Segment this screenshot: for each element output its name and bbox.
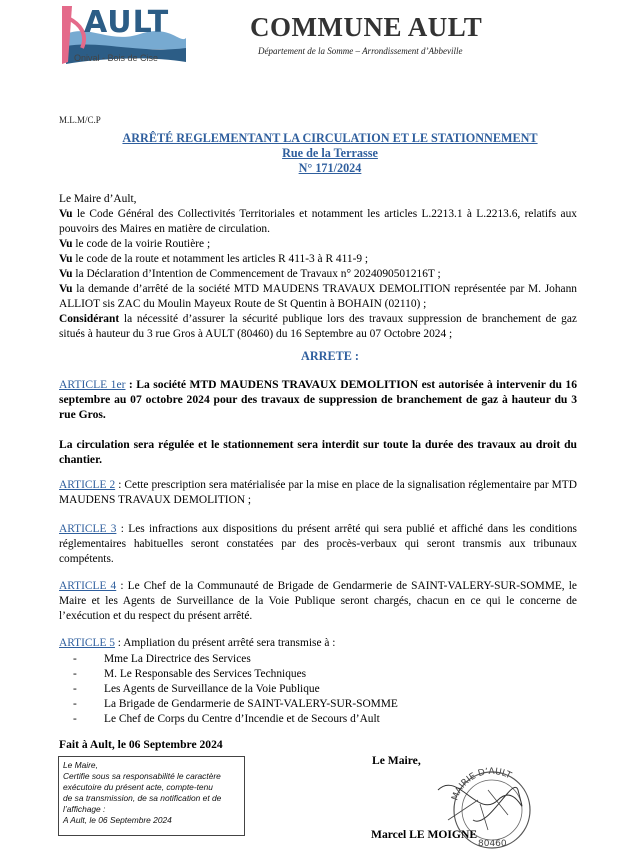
certificate-line: Le Maire, — [63, 760, 98, 770]
list-item: - Les Agents de Surveillance de la Voie Publique — [73, 682, 398, 697]
article-5-text: Ampliation du présent arrêté sera transmise à : — [123, 637, 336, 649]
article-2-text: Cette prescription sera matérialisée par la mise en place de la signalisation réglementaire par MTD MAUDENS TRAVAUX DEMOLITION ; — [59, 479, 577, 506]
article-1-text: La société MTD MAUDENS TRAVAUX DEMOLITION est autorisée à intervenir du 16 septembre au 07 octobre 2024 pour des travaux de suppression de branchement de gaz à hauteur du 3 rue Gros. — [59, 378, 577, 421]
vu-text: la Déclaration d’Intention de Commencement de Travaux n° 2024090501216T ; — [75, 268, 441, 280]
maire-line: Le Maire d’Ault, — [59, 193, 137, 205]
article-1-note: La circulation sera régulée et le stationnement sera interdit sur toute la durée des travaux au droit du chantier. — [59, 438, 577, 466]
signing-place-date: Fait à Ault, le 06 Septembre 2024 — [59, 738, 223, 751]
considerant — [59, 312, 577, 342]
vu-general-code — [59, 207, 577, 237]
certificate-line: Certifie sous sa responsabilité le caractère — [63, 771, 221, 781]
decree-street: Rue de la Terrasse — [282, 146, 378, 160]
vu-dict — [59, 267, 577, 282]
vu-voirie — [59, 237, 577, 252]
recipients-list — [73, 652, 398, 727]
vu-text: la demande d’arrêté de la société MTD MAUDENS TRAVAUX DEMOLITION représentée par M. Johann ALLIOT sis ZAC du Moulin Mayeux Route de St Quentin à BOHAIN (02110) ; — [59, 283, 577, 310]
vu-text: le code de la voirie Routière ; — [75, 238, 211, 250]
stamp-postcode: 80460 — [478, 839, 507, 849]
article-5-label: ARTICLE 5 — [59, 637, 115, 649]
certificate-line: exécutoire du présent acte, compte-tenu — [63, 782, 213, 792]
logo-subtitle: Onival - Bois de Cise — [74, 53, 159, 63]
arrete-heading: ARRETE : — [301, 349, 359, 363]
article-2: ARTICLE 2 : Cette prescription sera matérialisée par la mise en place de la signalisation réglementaire par MTD MAUDENS TRAVAUX DEMOLITION ; — [59, 479, 577, 506]
list-item: - Le Chef de Corps du Centre d’Incendie et de Secours d’Ault — [73, 712, 398, 727]
executory-certificate-box — [58, 756, 245, 836]
signatory-name: Marcel LE MOIGNE — [371, 828, 478, 841]
article-1: ARTICLE 1er : La société MTD MAUDENS TRAVAUX DEMOLITION est autorisée à intervenir du 16 septembre au 07 octobre 2024 pour des travaux de suppression de branchement de gaz à hauteur du 3 rue Gros. — [59, 378, 577, 421]
certificate-line: de sa transmission, de sa notification et de — [63, 793, 222, 803]
article-1-label: ARTICLE 1er — [59, 378, 126, 391]
commune-title: COMMUNE AULT — [250, 12, 483, 42]
vu-keyword: Vu — [59, 208, 73, 220]
certificate-line: A Ault, le 06 Septembre 2024 — [63, 815, 172, 825]
certificate-line: l’affichage : — [63, 804, 106, 814]
article-5: ARTICLE 5 : Ampliation du présent arrêté sera transmise à : — [59, 637, 336, 649]
vu-route — [59, 252, 577, 267]
preamble — [59, 192, 577, 342]
article-2-label: ARTICLE 2 — [59, 479, 116, 491]
considerant-text: la nécessité d’assurer la sécurité publique lors des travaux suppression de branchement de gaz situés à hauteur du 3 rue Gros à AULT (80460) du 16 Septembre au 07 Octobre 2024 ; — [59, 313, 577, 340]
vu-keyword: Vu — [59, 268, 73, 280]
article-3-text: Les infractions aux dispositions du présent arrêté qui sera publié et affiché dans les conditions réglementaires habituelles seront constatées par des procès-verbaux qui seront transmis aux tribunaux compétents. — [59, 523, 577, 565]
article-4-text: Le Chef de la Communauté de Brigade de Gendarmerie de SAINT-VALERY-SUR-SOMME, le Maire et les Agents de Surveillance de la Voie Publique seront chargés, chacun en ce qui le concerne de l’exécution et du respect du présent arrêté. — [59, 580, 577, 622]
logo-wordmark: AULT — [84, 5, 170, 40]
reference-initials: M.L.M/C.P — [59, 115, 101, 125]
article-4-label: ARTICLE 4 — [59, 580, 117, 592]
vu-text: le code de la route et notamment les articles R 411-3 à R 411-9 ; — [75, 253, 369, 265]
considerant-keyword: Considérant — [59, 313, 120, 325]
department-line: Département de la Somme – Arrondissement d’Abbeville — [258, 46, 463, 56]
vu-text: le Code Général des Collectivités Territoriales et notamment les articles L.2213.1 à L.2213.6, relatifs aux pouvoirs des Maires en matière de circulation. — [59, 208, 577, 235]
decree-number: N° 171/2024 — [298, 161, 362, 175]
maire-label: Le Maire, — [372, 754, 421, 767]
article-3: ARTICLE 3 : Les infractions aux dispositions du présent arrêté qui sera publié et affiché dans les conditions réglementaires habituelles seront constatées par des procès-verbaux qui seront transmis aux tribunaux compétents. — [59, 523, 577, 565]
list-item: - Mme La Directrice des Services — [73, 652, 398, 667]
list-item: - M. Le Responsable des Services Techniques — [73, 667, 398, 682]
vu-keyword: Vu — [59, 238, 73, 250]
article-3-label: ARTICLE 3 — [59, 523, 117, 535]
stamp-top-text: MAIRIE D’AULT — [450, 766, 513, 803]
vu-demande — [59, 282, 577, 312]
decree-title: ARRÊTÉ REGLEMENTANT LA CIRCULATION ET LE STATIONNEMENT — [122, 131, 538, 145]
list-item: - La Brigade de Gendarmerie de SAINT-VALERY-SUR-SOMME — [73, 697, 398, 712]
article-4: ARTICLE 4 : Le Chef de la Communauté de Brigade de Gendarmerie de SAINT-VALERY-SUR-SOMME, le Maire et les Agents de Surveillance de la Voie Publique seront chargés, chacun en ce qui le concerne de l’exécution et du respect du présent arrêté. — [59, 580, 577, 622]
vu-keyword: Vu — [59, 283, 73, 295]
vu-keyword: Vu — [59, 253, 73, 265]
svg-text:MAIRIE D’AULT — [450, 767, 513, 802]
